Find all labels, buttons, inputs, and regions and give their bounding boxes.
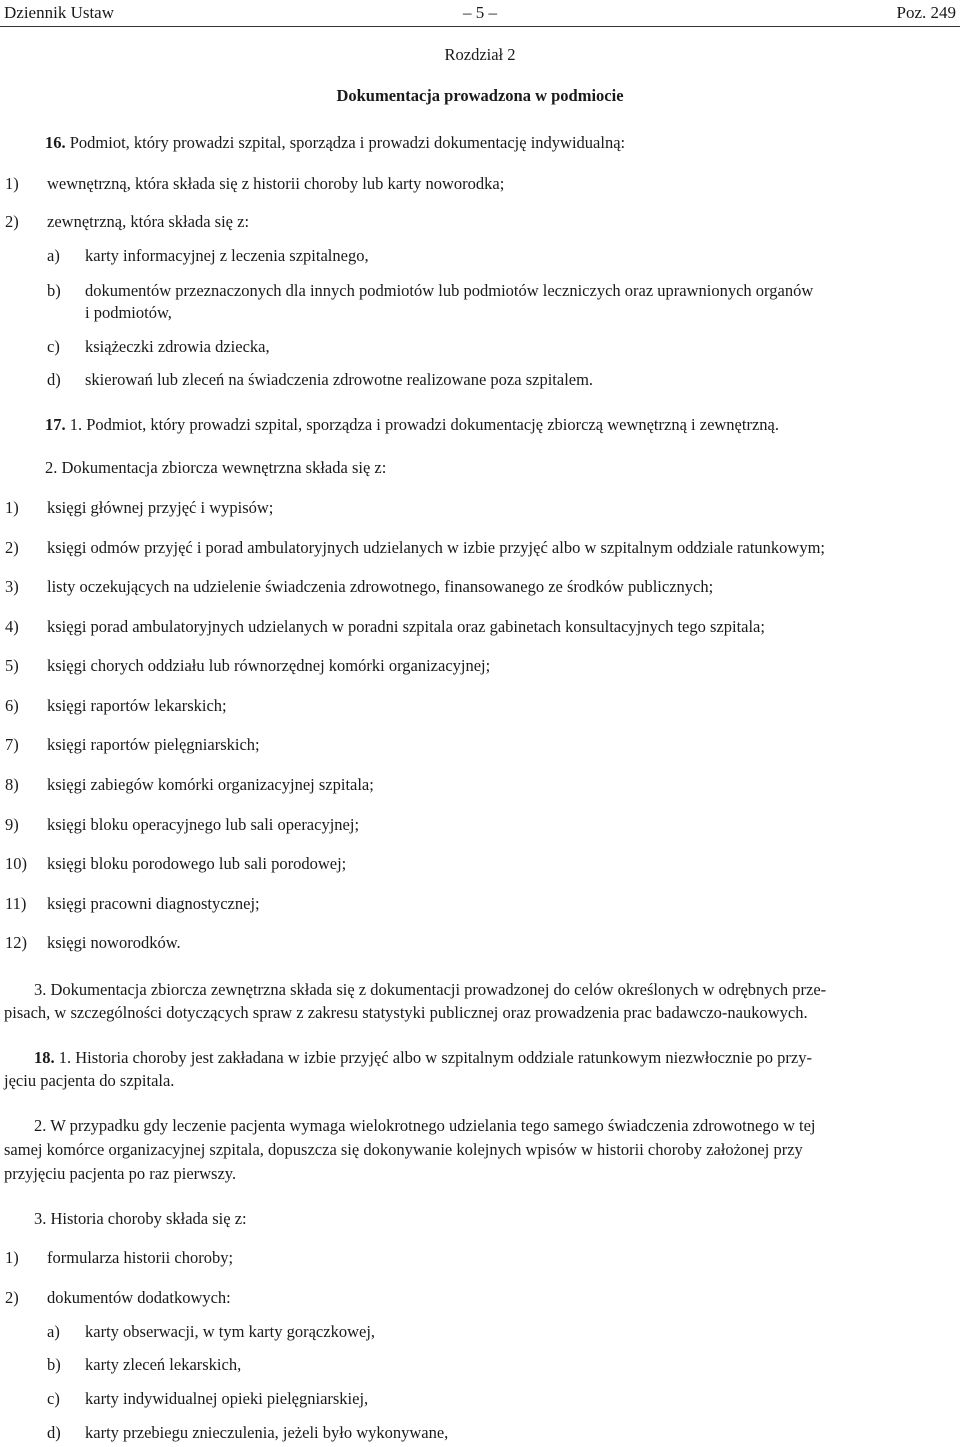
sublist-label: a) <box>47 1322 60 1341</box>
list-label: 7) <box>5 735 19 754</box>
list-item: księgi odmów przyjęć i porad ambulatoryjnych udzielanych w izbie przyjęć albo w szpitalnym oddziale ratunkowym; <box>47 538 826 557</box>
article-text: 1. Historia choroby jest zakładana w izbie przyjęć albo w szpitalnym oddziale ratunkowym niezwłocznie po przy- <box>58 1048 812 1067</box>
paragraph-continuation: pisach, w szczególności dotyczących spraw z zakresu statystyki publicznej oraz prowadzenia prac badawczo-naukowych. <box>4 1003 808 1022</box>
list-label: 2) <box>5 538 19 557</box>
list-item: księgi głównej przyjęć i wypisów; <box>47 498 274 517</box>
list-label: 3) <box>5 577 19 596</box>
list-item: formularza historii choroby; <box>47 1248 234 1267</box>
sublist-item: książeczki zdrowia dziecka, <box>85 337 270 356</box>
article-number: 16. <box>45 133 66 152</box>
page-header <box>0 0 960 27</box>
sublist-item: karty obserwacji, w tym karty gorączkowej, <box>85 1322 376 1341</box>
list-item: księgi chorych oddziału lub równorzędnej komórki organizacyjnej; <box>47 656 491 675</box>
paragraph: 2. Dokumentacja zbiorcza wewnętrzna składa się z: <box>45 458 387 477</box>
list-item: księgi raportów lekarskich; <box>47 696 227 715</box>
article-17 <box>45 415 779 435</box>
list-label: 1) <box>5 498 19 517</box>
sublist-item: karty indywidualnej opieki pielęgniarskiej, <box>85 1389 369 1408</box>
sublist-item: karty zleceń lekarskich, <box>85 1355 242 1374</box>
list-label: 2) <box>5 1288 19 1307</box>
sublist-item: dokumentów przeznaczonych dla innych podmiotów lub podmiotów leczniczych oraz uprawnionych organów <box>85 281 814 300</box>
sublist-item: skierowań lub zleceń na świadczenia zdrowotne realizowane poza szpitalem. <box>85 370 594 389</box>
list-item: księgi zabiegów komórki organizacyjnej szpitala; <box>47 775 374 794</box>
sublist-label: b) <box>47 1355 61 1374</box>
article-text: 1. Podmiot, który prowadzi szpital, sporządza i prowadzi dokumentację zbiorczą wewnętrzną i zewnętrzną. <box>69 415 779 434</box>
paragraph: 3. Historia choroby składa się z: <box>34 1209 247 1228</box>
paragraph-continuation: samej komórce organizacyjnej szpitala, dopuszcza się dokonywanie kolejnych wpisów w historii choroby założonej przy <box>4 1140 803 1159</box>
list-label: 2) <box>5 212 19 231</box>
list-label: 8) <box>5 775 19 794</box>
sublist-label: d) <box>47 370 61 389</box>
list-label: 10) <box>5 854 27 873</box>
sublist-label: c) <box>47 1389 60 1408</box>
sublist-label: c) <box>47 337 60 356</box>
list-label: 1) <box>5 174 19 193</box>
sublist-label: b) <box>47 281 61 300</box>
list-label: 9) <box>5 815 19 834</box>
list-item: księgi noworodków. <box>47 933 181 952</box>
sublist-item-continuation: i podmiotów, <box>85 303 172 322</box>
paragraph-continuation: jęciu pacjenta do szpitala. <box>4 1071 175 1090</box>
list-item: dokumentów dodatkowych: <box>47 1288 231 1307</box>
sublist-item: karty informacyjnej z leczenia szpitalnego, <box>85 246 369 265</box>
list-label: 11) <box>5 894 27 913</box>
paragraph: 2. W przypadku gdy leczenie pacjenta wymaga wielokrotnego udzielania tego samego świadczenia zdrowotnego w tej <box>34 1116 816 1135</box>
article-number: 17. <box>45 415 66 434</box>
paragraph-continuation: przyjęciu pacjenta po raz pierwszy. <box>4 1164 237 1183</box>
list-item: księgi raportów pielęgniarskich; <box>47 735 260 754</box>
chapter-number: Rozdział 2 <box>444 45 516 64</box>
list-label: 1) <box>5 1248 19 1267</box>
chapter-title: Dokumentacja prowadzona w podmiocie <box>336 86 624 105</box>
paragraph: 3. Dokumentacja zbiorcza zewnętrzna składa się z dokumentacji prowadzonej do celów określonych w odrębnych prze- <box>34 980 827 999</box>
article-18 <box>34 1048 812 1068</box>
article-text: Podmiot, który prowadzi szpital, sporządza i prowadzi dokumentację indywidualną: <box>69 133 626 152</box>
article-16 <box>45 133 625 153</box>
page-number: – 5 – <box>463 3 497 22</box>
position-number: Poz. 249 <box>896 3 956 22</box>
sublist-item: karty przebiegu znieczulenia, jeżeli było wykonywane, <box>85 1423 449 1442</box>
article-number: 18. <box>34 1048 55 1067</box>
list-item: wewnętrzną, która składa się z historii choroby lub karty noworodka; <box>47 174 505 193</box>
list-label: 4) <box>5 617 19 636</box>
list-item: księgi bloku porodowego lub sali porodowej; <box>47 854 347 873</box>
sublist-label: d) <box>47 1423 61 1442</box>
journal-name: Dziennik Ustaw <box>4 3 115 22</box>
list-item: zewnętrzną, która składa się z: <box>47 212 250 231</box>
list-item: listy oczekujących na udzielenie świadczenia zdrowotnego, finansowanego ze środków publicznych; <box>47 577 714 596</box>
list-item: księgi pracowni diagnostycznej; <box>47 894 260 913</box>
header-rule <box>0 26 960 27</box>
list-label: 5) <box>5 656 19 675</box>
list-item: księgi porad ambulatoryjnych udzielanych w poradni szpitala oraz gabinetach konsultacyjnych tego szpitala; <box>47 617 765 636</box>
sublist-label: a) <box>47 246 60 265</box>
list-item: księgi bloku operacyjnego lub sali operacyjnej; <box>47 815 360 834</box>
list-label: 6) <box>5 696 19 715</box>
list-label: 12) <box>5 933 27 952</box>
